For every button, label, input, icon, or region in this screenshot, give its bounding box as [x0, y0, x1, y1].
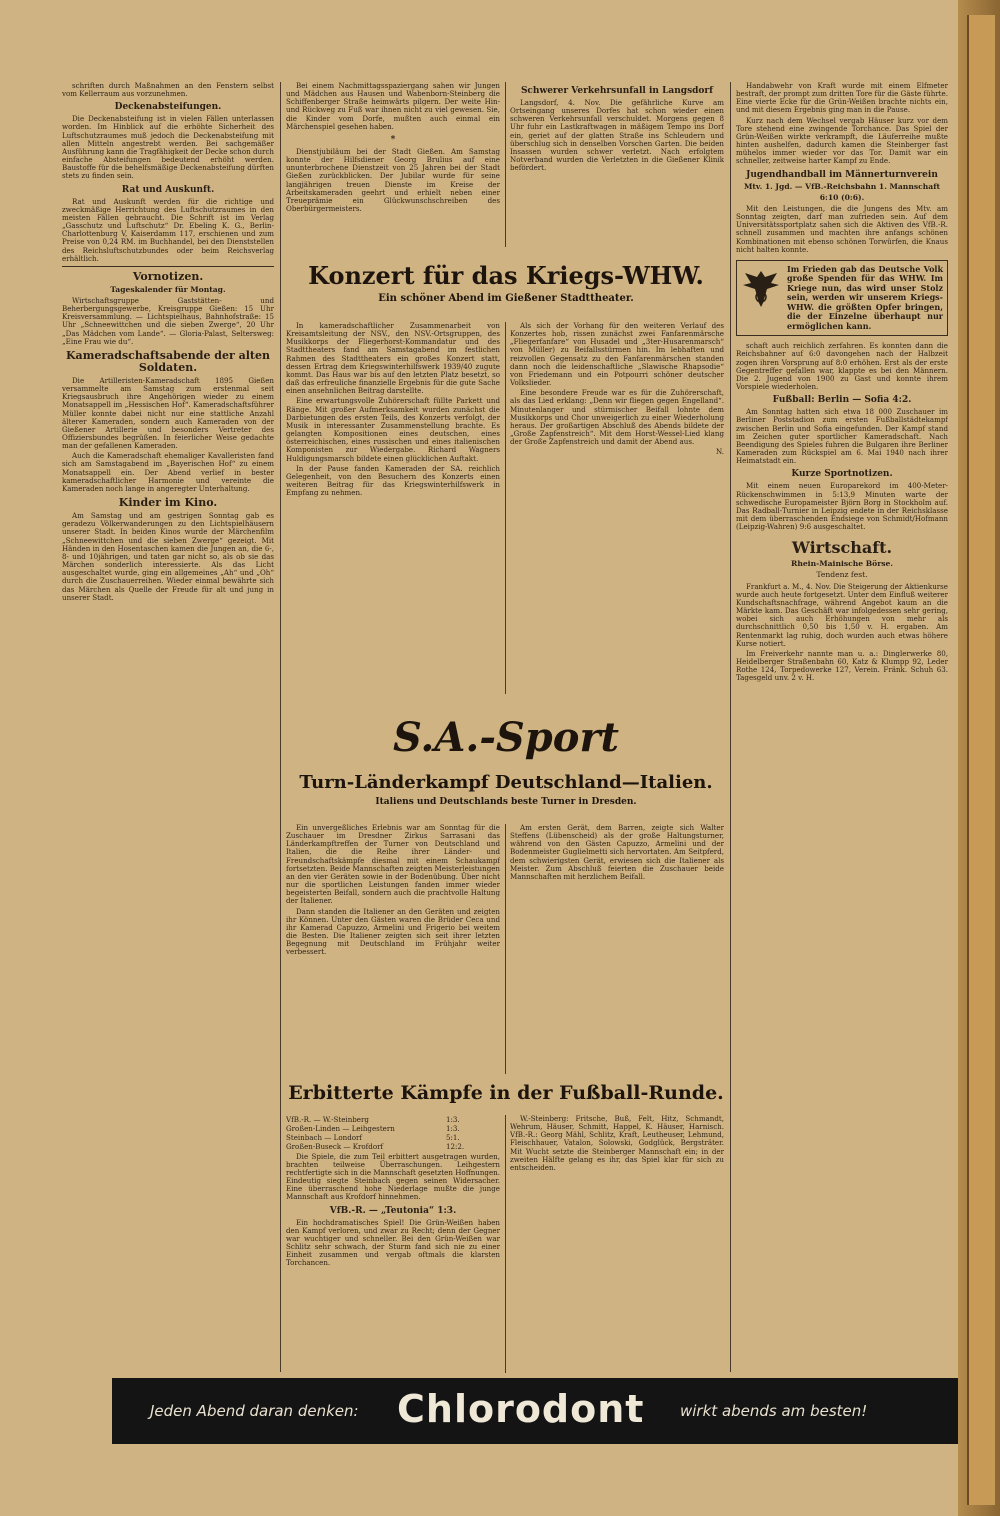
- banner-sa-sport: S.A.-Sport: [392, 714, 620, 761]
- fussball-paragraph-1: Die Spiele, die zum Teil erbittert ausgetragen wurden, brachten teilweise Überraschungen. Leihgestern rechtfertigte sich in die Mannschaft gesetzten Hoffnungen. Eindeutig siegte Steinbach gegen seinen Widersacher. Eine überraschend hohe Niederlage mußte die junge Mannschaft aus Krofdorf hinnehmen.: [286, 1151, 500, 1202]
- article-jugendhandball: Mit den Leistungen, die die Jungens des Mtv. am Sonntag zeigten, darf man zufrieden sein. Auf dem Universitätssportplatz sahen sich die Aktiven des VfB.-R. schnell zusammen und machten ihre anfangs schönen Kombinationen mit ebenso schönen Torwürfen, die Knaus nicht halten konnte.: [736, 203, 948, 254]
- chlorodont-advertisement: [112, 1378, 958, 1444]
- result-score: 5:1.: [446, 1133, 460, 1143]
- divider: [62, 266, 274, 267]
- subheading-tendenz: Tendenz fest.: [816, 570, 868, 580]
- column-3-top: [510, 82, 724, 247]
- konzert-paragraph-1: In kameradschaftlicher Zusammenarbeit von Kreisamtsleitung der NSV., den NSV.-Ortsgruppen, des Musikkorps der Fliegerhorst-Kommandatur und des Stadttheaters fand am Samstagabend im festlichen Rahmen des Stadttheaters ein großes Konzert statt, dessen Ertrag dem Kriegswinterhilfswerk 1939/40 zugute kommt. Das Haus war bis auf den letzten Platz besetzt, so daß das erfreuliche finanzielle Ergebnis für die gute Sache einen ansehnlichen Beitrag darstellte.: [286, 322, 500, 396]
- subheading-boerse: Rhein-Mainische Börse.: [791, 559, 893, 569]
- heading-kurze-sportnotizen: Kurze Sportnotizen.: [791, 469, 893, 480]
- sport-column-left: [286, 824, 500, 1074]
- heading-kameradschaftsabende: Kameradschaftsabende der alten Soldaten.: [66, 348, 270, 374]
- separator-star: *: [390, 134, 396, 145]
- konzert-headline-block: [286, 262, 726, 304]
- ad-tagline-right: wirkt abends am besten!: [680, 1402, 868, 1420]
- article-verkehrsunfall: Langsdorf, 4. Nov. Die gefährliche Kurve am Ortseingang unseres Dorfes hat schon wieder einen schweren Verkehrsunfall verschuldet. Morgens gegen 8 Uhr fuhr ein Lastkraftwagen in mäßigem Tempo ins Dorf ein, geriet auf der glatten Straße ins Schleudern und überschlug sich in denselben Vorschen Garten. Die beiden Insassen wurden schwer verletzt. Nach erfolgtem Notverband wurden die Verletzten in die Gießener Klinik befördert.: [510, 98, 724, 173]
- jugend-score: 6:10 (0:6).: [819, 192, 865, 202]
- sport-headline-block: [286, 716, 726, 807]
- result-match: Großen-Linden — Leihgestern: [286, 1124, 395, 1134]
- article-rat-auskunft: Rat und Auskunft werden für die richtige und zweckmäßige Herrichtung des Luftschutzraumes in den meisten Fällen gebraucht. Die Schrift ist im Verlag „Gasschutz und Luftschutz“ Dr. Ebeling K. G., Berlin-Charlottenburg V, Kaiserdamm 117, erschienen und zum Preise von 0,24 RM. im Buchhandel, bei den Dienststellen des Reichsluftschutzbundes oder beim Reichsverlag erhältlich.: [62, 196, 274, 263]
- result-match: VfB.-R. — W.-Steinberg: [286, 1115, 369, 1124]
- article-berlin-sofia: Am Sonntag hatten sich etwa 18 000 Zuschauer im Berliner Poststadion zum ersten Fußballstädtekampf zwischen Berlin und Sofia eingefunden. Der Kampf stand im Zeichen guter sportlicher Kameradschaft. Nach Beendigung des Spieles fuhren die Bulgaren ihre Berliner Kameraden zum Rückspiel am 6. Mai 1940 nach ihrer Heimatstadt ein.: [736, 407, 948, 466]
- result-match: Großen-Buseck — Krofdorf: [286, 1142, 384, 1152]
- konzert-paragraph-3: In der Pause fanden Kameraden der SA. reichlich Gelegenheit, von den Besuchern des Konzerts einen weiteren Beitrag für das Kriegswinterhilfswerk in Empfang zu nehmen.: [286, 463, 500, 498]
- heading-kinder-im-kino: Kinder im Kino.: [118, 496, 218, 510]
- result-row: [286, 1143, 500, 1151]
- heading-berlin-sofia: Fußball: Berlin — Sofia 4:2.: [772, 395, 912, 406]
- sport-paragraph-1: Ein unvergeßliches Erlebnis war am Sonntag für die Zuschauer im Dresdner Zirkus Sarrasani das Länderkampftreffen der Turner von Deutschland und Italien, die die Reihe ihrer Länder- und Freundschaftskämpfe diesmal mit einem Schaukampf fortsetzten. Beide Mannschaften zeigten Meisterleistungen an den vier Geräten sowie in der Bodenübung. Über nicht nur die sportlichen Leistungen fanden immer wieder begeisterten Beifall, sondern auch die prachtvolle Haltung der Italiener.: [286, 824, 500, 906]
- column-divider: [505, 824, 506, 1074]
- ad-tagline-left: Jeden Abend daran denken:: [150, 1402, 359, 1420]
- heading-deckenabsteifungen: Deckenabsteifungen.: [114, 102, 222, 113]
- article-deckenabsteifungen: Die Deckenabsteifung ist in vielen Fällen unterlassen worden. Im Hinblick auf die erhöhte Sicherheit des Luftschutzraumes muß jedoch die Deckenabsteifung mit allen Mitteln angestrebt werden. Bei sachgemäßer Ausführung kann die Tragfähigkeit der Decke schon durch einfache Absteifungen bedeutend erhöht werden. Baustoffe für die behelfsmäßige Deckenabsteifung dürften stets zu finden sein.: [62, 114, 274, 181]
- article-kurze-sportnotizen: Mit einem neuen Europarekord im 400-Meter-Rückenschwimmen in 5:13,9 Minuten warte der schwedische Europameister Björn Borg in Stockholm auf. Das Radball-Turnier in Leipzig endete in der Reichsklasse mit dem überraschenden Endsiege von Schmidt/Hofmann (Leipzig-Wahren) 9:6 ausgeschaltet.: [736, 481, 948, 532]
- heading-jugendhandball: Jugendhandball im Männerturnverein: [746, 169, 938, 180]
- heading-rat-auskunft: Rat und Auskunft.: [121, 184, 215, 195]
- ad-brand: Chlorodont: [397, 1387, 645, 1431]
- konzert-paragraph-4: Als sich der Vorhang für den weiteren Verlauf des Konzertes hob, rissen zunächst zwei Fanfarenmärsche „Fliegerfanfare“ von Husadel und „3ter-Husarenmarsch“ von Müller) zu Beifallsstürmen hin. Im lebhaften und reizvollen Gegensatz zu den Fanfarenmärschen standen dann noch die leidenschaftliche „Slawische Rhapsodie“ von Friedemann und ein Potpourri schöner deutscher Volkslieder.: [510, 322, 724, 388]
- whw-appeal-text: Im Frieden gab das Deutsche Volk große Spenden für das WHW. Im Kriege nun, das wird unser Stolz sein, werden wir unserem Kriegs-WHW. die größten Opfer bringen, die der Einzelne überhaupt nur ermöglichen kann.: [787, 263, 943, 331]
- heading-teutonia: VfB.-R. — „Teutonia“ 1:3.: [329, 1205, 457, 1216]
- konzert-paragraph-5: Eine besondere Freude war es für die Zuhörerschaft, als das Lied erklang: „Denn wir fliegen gegen Engelland“. Minutenlanger und stürmischer Beifall lohnte dem Musikkorps und Chor unweigerlich zu einer Wiederholung heraus. Der großartigen Abschluß des Abends bildete der „Große Zapfenstreich“. Mit dem Horst-Wessel-Lied klang der Große Zapfenstreich und damit der Abend aus.: [510, 388, 724, 447]
- article-kameradschaft-1: Die Artilleristen-Kameradschaft 1895 Gießen versammelte am Samstag zum erstenmal seit Kriegsausbruch ihre Angehörigen wieder zu einem Monatsappell im „Hessischen Hof“. Kameradschaftsführer Müller konnte dabei nicht nur eine stattliche Anzahl älterer Kameraden, sondern auch Kameraden von der Gießener Artillerie und besonders Vertreter des Offiziersbundes begrüßen. In feierlicher Weise gedachte man der gefallenen Kameraden.: [62, 375, 274, 451]
- result-score: 1:3.: [446, 1115, 460, 1124]
- result-score: 12:2.: [446, 1142, 465, 1152]
- article-freiverkehr: Im Freiverkehr nannte man u. a.: Dinglerwerke 80, Heidelberger Straßenbahn 60, Katz & Klumpp 92, Leder Rothe 124, Torpedowerke 127, Verein. Fränk. Schuh 63. Tagesgeld unv. 2 v. H.: [736, 648, 948, 683]
- heading-wirtschaft: Wirtschaft.: [791, 538, 893, 558]
- article-vornotizen: Wirtschaftsgruppe Gaststätten- und Beherbergungsgewerbe, Kreisgruppe Gießen: 15 Uhr Kreisversammlung. — Lichtspielhaus, Bahnhofstraße: 15 Uhr „Schneewittchen und die sieben Zwerge“, 20 Uhr „Das Mädchen vom Lande“. — Gloria-Palast, Seltersweg: „Eine Frau wie du“.: [62, 295, 274, 346]
- fussball-paragraph-3: W.-Steinberg: Fritsche, Buß, Felt, Hitz, Schmandt, Wehrum, Häuser, Schmitt, Happel, K. Häuser, Harnisch. VfB.-R.: Georg Mähl, Schlitz, Kraft, Leutheuser, Lehmund, Fleischhauer, Vatalon, Solowski, Godglück, Bergsträter. Mit Wucht setzte die Steinberger Mannschaft ein; in der zweiten Hälfte gelang es ihr, das Spiel klar für sich zu entscheiden.: [510, 1115, 724, 1172]
- fussball-paragraph-2: Ein hochdramatisches Spiel! Die Grün-Weißen haben den Kampf verloren, und zwar zu Recht; denn der Gegner war wuchtiger und schneller. Bei den Grün-Weißen war Schlitz sehr schwach, der Sturm fand sich nie zu einer Einheit zusammen und vergab oftmals die klarsten Torchancen.: [286, 1217, 500, 1268]
- col4-paragraph-1: Handabwehr von Kraft wurde mit einem Elfmeter bestraft, der prompt zum dritten Tore für die Gäste führte. Eine vierte Ecke für die Grün-Weißen brachte nichts ein, und mit diesem Ergebnis ging man in die Pause.: [736, 82, 948, 115]
- fussball-column-right: [510, 1115, 724, 1373]
- jugend-match: Mtv. 1. Jgd. — VfB.-Reichsbahn 1. Mannschaft: [744, 181, 940, 191]
- subheadline-turn: Italiens und Deutschlands beste Turner in Dresden.: [375, 797, 637, 807]
- result-row: [286, 1125, 500, 1133]
- whw-appeal-box: [736, 260, 948, 337]
- subheading-tageskalender: Tageskalender für Montag.: [110, 284, 226, 294]
- col4-paragraph-2: Kurz nach dem Wechsel vergab Häuser kurz vor dem Tore stehend eine zwingende Torchance. Das Spiel der Grün-Weißen wirkte verkrampft, die Läuferreihe mußte hinten aushelfen, dadurch kamen die Steinberger fast mühelos immer wieder vor das Tor. Damit war ein schneller, zeitweise harter Kampf zu Ende.: [736, 115, 948, 166]
- result-row: [286, 1134, 500, 1142]
- subheadline-konzert: Ein schöner Abend im Gießener Stadttheater.: [378, 293, 634, 304]
- konzert-paragraph-2: Eine erwartungsvolle Zuhörerschaft füllte Parkett und Ränge. Mit großer Aufmerksamkeit wurden zunächst die Darbietungen des ersten Teils, des Konzerts verfolgt, der Musik in interessanter Zusammenstellung brachte. Es gelangten Kompositionen eines deutschen, eines österreichischen, eines russischen und eines italienischen Komponisten zur Wiedergabe. Richard Wagners Huldigungsmarsch bildete einen glücklichen Auftakt.: [286, 396, 500, 463]
- article-kameradschaft-2: Auch die Kameradschaft ehemaliger Kavalleristen fand sich am Samstagabend im „Bayerischen Hof“ zu einem Monatsappell ein. Der Abend verlief in bester kameradschaftlicher Harmonie und vereinte die Kameraden noch lange in angeregter Unterhaltung.: [62, 451, 274, 493]
- eagle-emblem-icon: [741, 265, 781, 309]
- binding-stub: [967, 15, 995, 1505]
- col4-paragraph-3: schaft auch reichlich zerfahren. Es konnten dann die Reichsbahner auf 6:0 davongehen nach der Halbzeit zogen ihren Vorsprung auf 8:0 erhöhen. Erst als der erste Gegentreffer gefallen war, klappte es bei den Männern. Die 2. Jugend von 1900 zu Gast und konnte ihrem Vorspiele wiederholen.: [736, 341, 948, 392]
- headline-fussball-runde: Erbitterte Kämpfe in der Fußball-Runde.: [288, 1082, 724, 1104]
- column-divider: [280, 82, 281, 1372]
- column-divider: [505, 322, 506, 694]
- column-1: [62, 82, 274, 1372]
- article-dienstjubilaeum: Dienstjubiläum bei der Stadt Gießen. Am Samstag konnte der Hilfsdiener Georg Brulius auf eine ununterbrochene Dienstzeit von 25 Jahren bei der Stadt Gießen zurückblicken. Der Jubilar wurde für seine langjährigen treuen Dienste im Kreise der Arbeitskameraden geehrt und erhielt neben einer Treueprämie ein Glückwunschschreiben des Oberbürgermeisters.: [286, 146, 500, 214]
- konzert-column-left: [286, 322, 500, 694]
- fussball-column-left: [286, 1115, 500, 1373]
- sport-column-right: [510, 824, 724, 1074]
- column-divider: [730, 82, 731, 1372]
- article-wirtschaft: Frankfurt a. M., 4. Nov. Die Steigerung der Aktienkurse wurde auch heute fortgesetzt. Unter dem Einfluß weiterer Kundschaftsnachfrage, während Angebot kaum an die Märkte kam. Das Geschäft war infolgedessen sehr gering, wobei sich auch Erhöhungen von mehr als durchschnittlich 0,50 bis 1,50 v. H. ergaben. Am Rentenmarkt lag ruhig, doch wurden auch etwas höhere Kurse notiert.: [736, 581, 948, 648]
- col1-intro: schriften durch Maßnahmen an den Fenstern selbst vom Kellerraum aus vorzunehmen.: [62, 82, 274, 99]
- article-spaziergang: Bei einem Nachmittagsspaziergang sahen wir Jungen und Mädchen aus Hausen und Wabenborn-Steinberg die Schiffenberger Straße heimwärts pilgern. Der weite Hin- und Rückweg zu Fuß war ihnen nicht zu viel gewesen. Sie, die Kinder vom Dorfe, mußten auch einmal ein Märchenspiel gesehen haben.: [286, 82, 500, 131]
- sport-paragraph-3: Am ersten Gerät, dem Barren, zeigte sich Walter Steffens (Lübenscheid) als der große Haltungsturner, während von den Gästen Capuzzo, Armelini und der Bodenmeister Guglielmetti sich hervortaten. Am Seitpferd, dem schwierigsten Gerät, erwiesen sich die Italiener als Meister. Zum Abschluß feierten die Zuschauer beide Mannschaften mit herzlichem Beifall.: [510, 824, 724, 881]
- fussball-headline-block: [286, 1082, 726, 1104]
- heading-vornotizen: Vornotizen.: [132, 269, 204, 283]
- result-score: 1:3.: [446, 1124, 460, 1134]
- article-kinder-im-kino: Am Samstag und am gestrigen Sonntag gab es geradezu Völkerwanderungen zu den Lichtspielhäusern unserer Stadt. In beiden Kinos wurde der Märchenfilm „Schneewittchen und die sieben Zwerge“ gezeigt. Mit Händen in den Hosentaschen kamen die Jungen an, die 6-, 8- und 10jährigen, und taten gar nicht so, als ob sie das Märchen sonderlich interessierte. Als das Licht ausgeschaltet wurde, ging ein allgemeines „Ah“ und „Oh“ durch die Zuschauerreihen. Wieder einmal bewährte sich das Märchen als Quelle der Freude für alt und jung in unserer Stadt.: [62, 511, 274, 602]
- column-divider: [505, 82, 506, 247]
- heading-verkehrsunfall: Schwerer Verkehrsunfall in Langsdorf: [520, 86, 714, 96]
- konzert-column-right: [510, 322, 724, 694]
- headline-turn-laenderkampf: Turn-Länderkampf Deutschland—Italien.: [299, 772, 713, 793]
- column-divider: [505, 1115, 506, 1373]
- result-match: Steinbach — Londorf: [286, 1133, 363, 1143]
- konzert-signature: N.: [715, 447, 724, 457]
- column-4: [736, 82, 948, 1372]
- column-2-top: [286, 82, 500, 247]
- result-row: [286, 1116, 500, 1124]
- sport-paragraph-2: Dann standen die Italiener an den Geräten und zeigten ihr Können. Unter den Gästen waren die Brüder Ceca und ihr Kamerad Capuzzo, Armelini und Frigerio bei weitem die Besten. Die Italiener zeigten sich seit ihrer letzten Begegnung mit Deutschland im Frühjahr weiter verbessert.: [286, 906, 500, 957]
- headline-konzert: Konzert für das Kriegs-WHW.: [308, 261, 704, 290]
